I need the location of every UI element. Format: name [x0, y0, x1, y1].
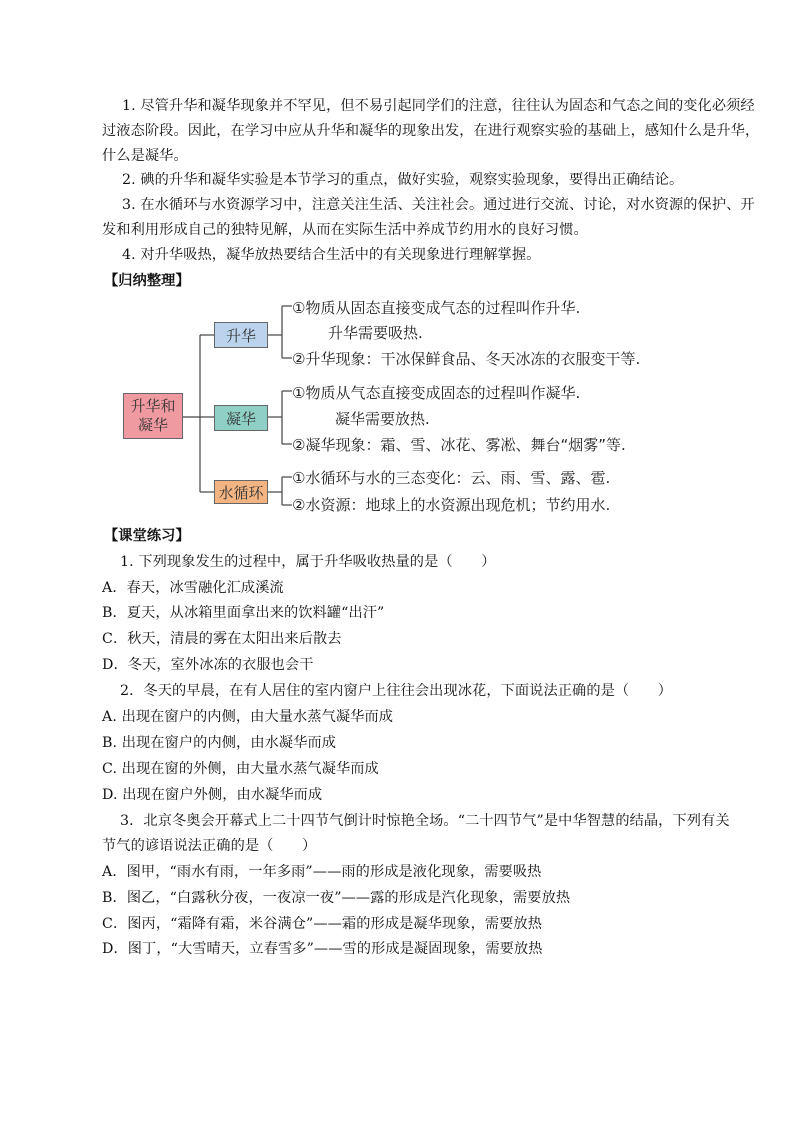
question-3-option-b: B．图乙，“白露秋分夜，一夜凉一夜”——露的形成是汽化现象，需要放热 — [102, 890, 571, 906]
leaf-sublimation-examples: ②升华现象：干冰保鲜食品、冬天冰冻的衣服变干等. — [292, 350, 641, 368]
question-3-option-d: D．图丁，“大雪晴天，立春雪多”——雪的形成是凝固现象，需要放热 — [102, 941, 543, 957]
leaf-deposition-examples: ②凝华现象：霜、雪、冰花、雾凇、舞台“烟雾”等. — [292, 436, 626, 454]
root-node-label: 升华和凝华 — [130, 397, 176, 434]
intro-line-3: 什么是凝华。 — [102, 148, 188, 164]
intro-line-7: 4. 对升华吸热，凝华放热要结合生活中的有关现象进行理解掌握。 — [122, 247, 541, 263]
question-2-option-c: C. 出现在窗的外侧，由大量水蒸气凝华而成 — [102, 761, 379, 777]
question-1-option-c: C．秋天，清晨的雾在太阳出来后散去 — [102, 631, 342, 647]
branch-node-deposition — [214, 405, 268, 431]
intro-line-2: 过液态阶段。因此，在学习中应从升华和凝华的现象出发，在进行观察实验的基础上，感知什么是升华， — [102, 123, 760, 139]
leaf-water-resources: ②水资源：地球上的水资源出现危机；节约用水. — [292, 496, 611, 514]
leaf-sublimation-definition: ①物质从固态直接变成气态的过程叫作升华. — [292, 299, 581, 317]
intro-line-5: 3. 在水循环与水资源学习中，注意关注生活、关注社会。通过进行交流、讨论，对水资源的保护、开 — [122, 197, 755, 213]
branch-node-label: 水循环 — [218, 483, 264, 502]
branch-node-sublimation — [214, 322, 268, 348]
question-3-option-a: A．图甲，“雨水有雨，一年多雨”——雨的形成是液化现象，需要吸热 — [102, 864, 542, 880]
question-1-option-a: A．春天，冰雪融化汇成溪流 — [102, 580, 284, 596]
branch-node-water-cycle — [214, 480, 268, 504]
question-3-stem-line-1: 3．北京冬奥会开幕式上二十四节气倒计时惊艳全场。“二十四节气”是中华智慧的结晶，下列有关 — [120, 813, 730, 829]
intro-line-4: 2. 碘的升华和凝华实验是本节学习的重点，做好实验，观察实验现象，要得出正确结论。 — [122, 172, 684, 188]
question-1-option-d: D．冬天，室外冰冻的衣服也会干 — [102, 657, 314, 673]
leaf-sublimation-heat: 升华需要吸热. — [328, 324, 423, 342]
question-2-option-b: B. 出现在窗户的内侧，由水凝华而成 — [102, 735, 337, 751]
question-3-stem-line-2: 节气的谚语说法正确的是（ ） — [102, 838, 317, 854]
question-1-option-b: B．夏天，从冰箱里面拿出来的饮料罐“出汗” — [102, 605, 385, 621]
summary-heading: 【归纳整理】 — [104, 273, 190, 289]
intro-line-1: 1. 尽管升华和凝华现象并不罕见，但不易引起同学们的注意，往往认为固态和气态之间的变化必须经 — [122, 98, 755, 114]
question-2-stem: 2．冬天的早晨，在有人居住的室内窗户上往往会出现冰花，下面说法正确的是（ ） — [120, 683, 673, 699]
leaf-deposition-heat: 凝华需要放热. — [335, 410, 430, 428]
question-2-option-d: D. 出现在窗户外侧，由水凝华而成 — [102, 787, 323, 803]
question-1-stem: 1. 下列现象发生的过程中，属于升华吸收热量的是（ ） — [120, 554, 496, 570]
leaf-deposition-definition: ①物质从气态直接变成固态的过程叫作凝华. — [292, 384, 581, 402]
leaf-water-cycle: ①水循环与水的三态变化：云、雨、雪、露、雹. — [292, 469, 611, 487]
question-2-option-a: A. 出现在窗户的内侧，由大量水蒸气凝华而成 — [102, 709, 394, 725]
intro-line-6: 发和利用形成自己的独特见解，从而在实际生活中养成节约用水的良好习惯。 — [102, 222, 588, 238]
diagram-connectors — [0, 0, 800, 540]
branch-node-label: 升华 — [225, 326, 256, 345]
branch-node-label: 凝华 — [225, 409, 256, 428]
practice-heading: 【课堂练习】 — [104, 528, 190, 544]
question-3-option-c: C．图丙，“霜降有霜，米谷满仓”——霜的形成是凝华现象，需要放热 — [102, 916, 543, 932]
root-node — [123, 393, 183, 439]
